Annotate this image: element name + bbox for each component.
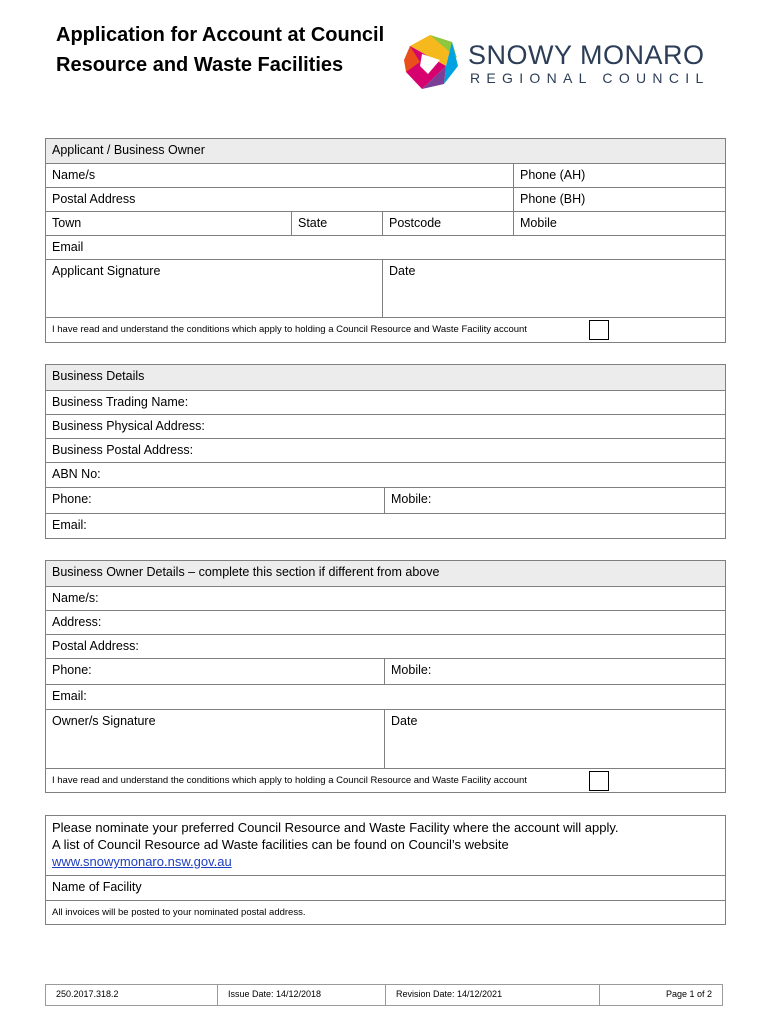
applicant-date-field[interactable]: Date	[383, 260, 726, 318]
owner-conditions-checkbox[interactable]	[589, 771, 609, 791]
owner-mobile-field[interactable]: Mobile:	[385, 659, 726, 685]
owner-postal-address-field[interactable]: Postal Address:	[46, 635, 726, 659]
business-mobile-field[interactable]: Mobile:	[385, 488, 726, 514]
business-email-field[interactable]: Email:	[46, 514, 726, 539]
applicant-names-field[interactable]: Name/s	[46, 164, 514, 188]
business-abn-field[interactable]: ABN No:	[46, 463, 726, 488]
document-footer	[45, 984, 723, 1006]
owner-section-header: Business Owner Details – complete this section if different from above	[46, 561, 726, 587]
owner-section	[45, 560, 726, 793]
council-logo-name: SNOWY MONARO	[468, 40, 705, 70]
business-postal-address-field[interactable]: Business Postal Address:	[46, 439, 726, 463]
applicant-section-header: Applicant / Business Owner	[46, 139, 726, 164]
owner-email-field[interactable]: Email:	[46, 685, 726, 710]
owner-address-field[interactable]: Address:	[46, 611, 726, 635]
applicant-section	[45, 138, 726, 343]
business-trading-name-field[interactable]: Business Trading Name:	[46, 391, 726, 415]
owner-signature-field[interactable]: Owner/s Signature	[46, 710, 385, 769]
footer-revision-date: Revision Date: 14/12/2021	[386, 985, 600, 1005]
footer-document-id: 250.2017.318.2	[46, 985, 218, 1005]
applicant-postcode-field[interactable]: Postcode	[383, 212, 514, 236]
invoice-notice: All invoices will be posted to your nominated postal address.	[46, 901, 726, 925]
applicant-signature-field[interactable]: Applicant Signature	[46, 260, 383, 318]
applicant-conditions-text: I have read and understand the conditions which apply to holding a Council Resource and Waste Facility account	[52, 324, 527, 335]
owner-names-field[interactable]: Name/s:	[46, 587, 726, 611]
council-website-link[interactable]: www.snowymonaro.nsw.gov.au	[52, 854, 232, 869]
business-section-header: Business Details	[46, 365, 726, 391]
owner-conditions-row	[46, 769, 726, 793]
facility-instructions-line-2: A list of Council Resource ad Waste facilities can be found on Council’s website	[52, 837, 509, 852]
applicant-postal-address-field[interactable]: Postal Address	[46, 188, 514, 212]
business-section	[45, 364, 726, 539]
facility-instructions-line-1: Please nominate your preferred Council Resource and Waste Facility where the account will apply.	[52, 820, 619, 835]
owner-phone-field[interactable]: Phone:	[46, 659, 385, 685]
council-logo-subtitle: REGIONAL COUNCIL	[470, 70, 710, 86]
owner-date-field[interactable]: Date	[385, 710, 726, 769]
applicant-state-field[interactable]: State	[292, 212, 383, 236]
facility-section	[45, 815, 726, 925]
applicant-email-field[interactable]: Email	[46, 236, 726, 260]
applicant-phone-bh-field[interactable]: Phone (BH)	[514, 188, 726, 212]
footer-issue-date: Issue Date: 14/12/2018	[218, 985, 386, 1005]
applicant-conditions-row	[46, 318, 726, 343]
applicant-phone-ah-field[interactable]: Phone (AH)	[514, 164, 726, 188]
facility-instructions	[46, 816, 726, 876]
business-phone-field[interactable]: Phone:	[46, 488, 385, 514]
page-title: Application for Account at Council Resource and Waste Facilities	[56, 24, 385, 76]
applicant-town-field[interactable]: Town	[46, 212, 292, 236]
facility-name-field[interactable]: Name of Facility	[46, 876, 726, 901]
footer-page-number: Page 1 of 2	[665, 989, 712, 999]
council-logo-mark-icon	[400, 32, 462, 92]
business-physical-address-field[interactable]: Business Physical Address:	[46, 415, 726, 439]
applicant-conditions-checkbox[interactable]	[589, 320, 609, 340]
council-logo	[400, 32, 710, 92]
owner-conditions-text: I have read and understand the conditions which apply to holding a Council Resource and Waste Facility account	[52, 775, 527, 786]
applicant-mobile-field[interactable]: Mobile	[514, 212, 726, 236]
